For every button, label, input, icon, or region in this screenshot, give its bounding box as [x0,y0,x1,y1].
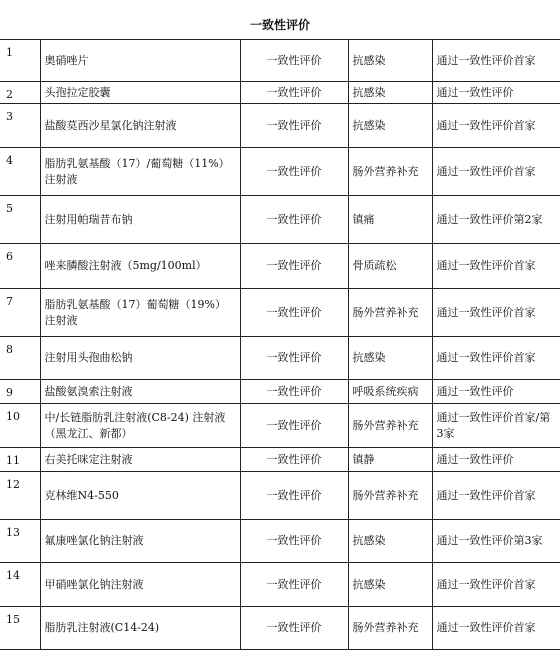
evaluation-status: 一致性评价 [240,40,348,82]
row-number: 4 [0,148,40,196]
row-number: 6 [0,244,40,289]
evaluation-note: 通过一致性评价首家 [432,337,560,380]
table-row [0,472,560,520]
drug-name: 注射用帕瑞昔布钠 [40,196,240,244]
table-row [0,82,560,104]
table-row [0,289,560,337]
row-number: 14 [0,563,40,607]
drug-name: 脂肪乳氨基酸（17）/葡萄糖（11%）注射液 [40,148,240,196]
evaluation-status: 一致性评价 [240,82,348,104]
therapeutic-category: 抗感染 [348,104,432,148]
evaluation-note: 通过一致性评价 [432,82,560,104]
drug-name: 头孢拉定胶囊 [40,82,240,104]
drug-name: 中/长链脂肪乳注射液(C8-24) 注射液（黑龙江、新都） [40,404,240,448]
table-row [0,196,560,244]
row-number: 11 [0,448,40,472]
evaluation-status: 一致性评价 [240,563,348,607]
therapeutic-category: 抗感染 [348,82,432,104]
drug-name: 克林维N4-550 [40,472,240,520]
evaluation-status: 一致性评价 [240,448,348,472]
evaluation-note: 通过一致性评价首家/第3家 [432,404,560,448]
table-row [0,148,560,196]
drug-name: 注射用头孢曲松钠 [40,337,240,380]
evaluation-note: 通过一致性评价第3家 [432,520,560,563]
table-row [0,40,560,82]
table-title: 一致性评价 [0,0,560,40]
evaluation-status: 一致性评价 [240,404,348,448]
therapeutic-category: 镇静 [348,448,432,472]
evaluation-status: 一致性评价 [240,148,348,196]
drug-name: 盐酸氨溴索注射液 [40,380,240,404]
row-number: 13 [0,520,40,563]
evaluation-status: 一致性评价 [240,196,348,244]
table-row [0,244,560,289]
table-row [0,520,560,563]
drug-name: 脂肪乳注射液(C14-24) [40,607,240,650]
evaluation-status: 一致性评价 [240,472,348,520]
drug-name: 奥硝唑片 [40,40,240,82]
table-row [0,337,560,380]
row-number: 15 [0,607,40,650]
evaluation-note: 通过一致性评价首家 [432,104,560,148]
evaluation-note: 通过一致性评价首家 [432,40,560,82]
evaluation-status: 一致性评价 [240,337,348,380]
evaluation-note: 通过一致性评价首家 [432,472,560,520]
therapeutic-category: 镇痛 [348,196,432,244]
evaluation-status: 一致性评价 [240,104,348,148]
therapeutic-category: 呼吸系统疾病 [348,380,432,404]
row-number: 10 [0,404,40,448]
therapeutic-category: 肠外营养补充 [348,607,432,650]
row-number: 9 [0,380,40,404]
therapeutic-category: 抗感染 [348,337,432,380]
table-title-row [0,0,560,40]
evaluation-note: 通过一致性评价首家 [432,289,560,337]
evaluation-status: 一致性评价 [240,607,348,650]
evaluation-note: 通过一致性评价 [432,448,560,472]
drug-name: 右美托咪定注射液 [40,448,240,472]
therapeutic-category: 肠外营养补充 [348,289,432,337]
row-number: 3 [0,104,40,148]
evaluation-status: 一致性评价 [240,380,348,404]
therapeutic-category: 抗感染 [348,40,432,82]
row-number: 12 [0,472,40,520]
therapeutic-category: 骨质疏松 [348,244,432,289]
therapeutic-category: 肠外营养补充 [348,472,432,520]
evaluation-status: 一致性评价 [240,289,348,337]
drug-name: 盐酸莫西沙星氯化钠注射液 [40,104,240,148]
row-number: 5 [0,196,40,244]
table-row [0,380,560,404]
table-row [0,563,560,607]
table-row [0,607,560,650]
evaluation-note: 通过一致性评价第2家 [432,196,560,244]
evaluation-note: 通过一致性评价首家 [432,563,560,607]
row-number: 2 [0,82,40,104]
evaluation-status: 一致性评价 [240,244,348,289]
drug-name: 唑来膦酸注射液（5mg/100ml） [40,244,240,289]
row-number: 8 [0,337,40,380]
evaluation-note: 通过一致性评价首家 [432,148,560,196]
table-row [0,404,560,448]
therapeutic-category: 抗感染 [348,520,432,563]
drug-name: 脂肪乳氨基酸（17）葡萄糖（19%）注射液 [40,289,240,337]
evaluation-note: 通过一致性评价首家 [432,244,560,289]
table-row [0,448,560,472]
table-row [0,104,560,148]
therapeutic-category: 肠外营养补充 [348,148,432,196]
therapeutic-category: 肠外营养补充 [348,404,432,448]
evaluation-status: 一致性评价 [240,520,348,563]
therapeutic-category: 抗感染 [348,563,432,607]
drug-name: 甲硝唑氯化钠注射液 [40,563,240,607]
row-number: 7 [0,289,40,337]
evaluation-note: 通过一致性评价首家 [432,607,560,650]
evaluation-note: 通过一致性评价 [432,380,560,404]
drug-name: 氟康唑氯化钠注射液 [40,520,240,563]
row-number: 1 [0,40,40,82]
